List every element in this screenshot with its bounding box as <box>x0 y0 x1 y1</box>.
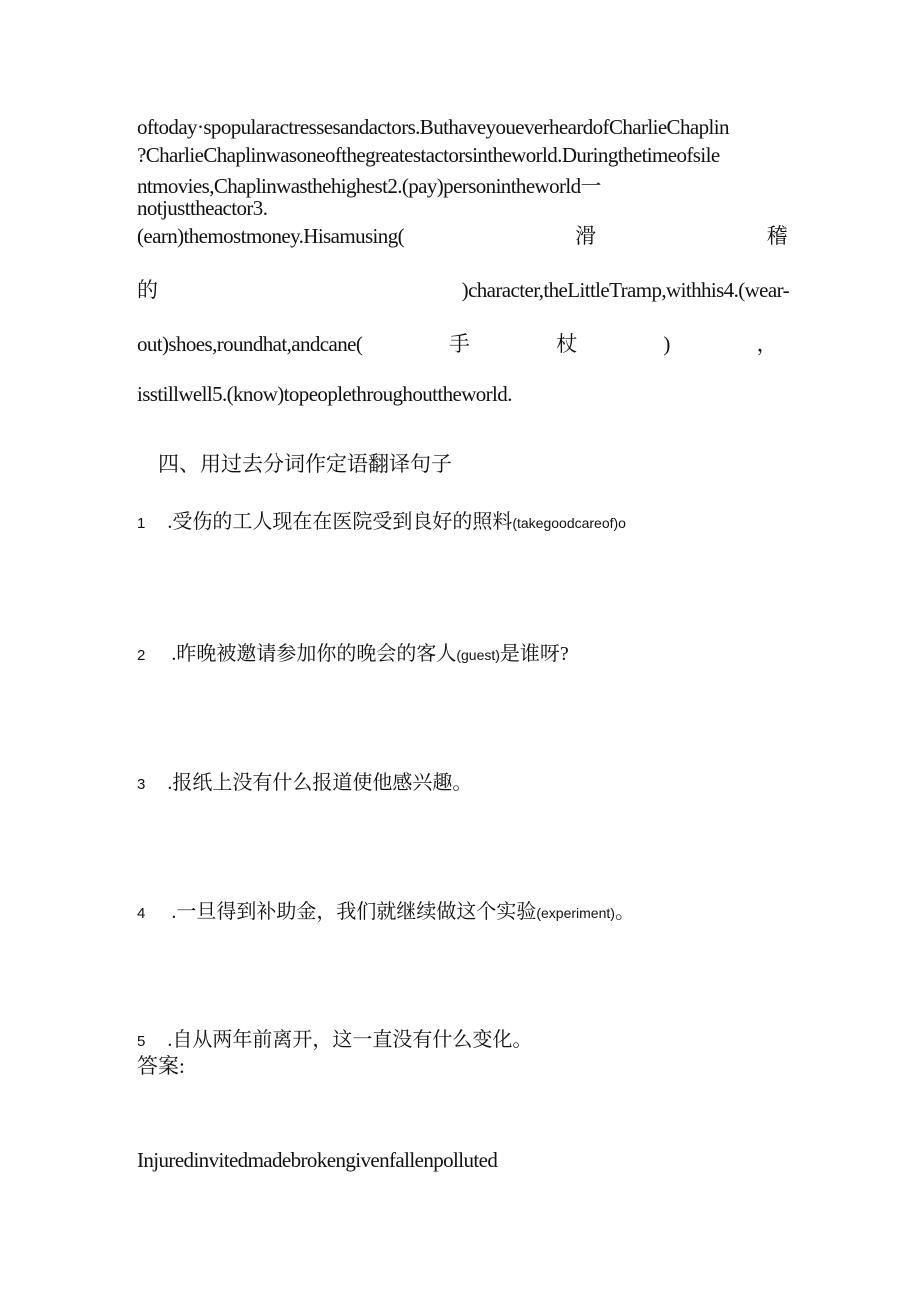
passage-line-6 <box>137 274 789 304</box>
answer-label: 答案: <box>137 1054 185 1078</box>
passage-line-1: oftoday·spopularactressesandactors.ButhaveyoueverheardofCharlieChaplin <box>137 115 729 139</box>
answer-line-1: Injuredinvitedmadebrokengivenfallenpolluted <box>137 1148 498 1172</box>
passage-line-5-char-1: 滑 <box>575 224 596 248</box>
passage-line-7 <box>137 328 777 358</box>
passage-line-7-char-2: 杖 <box>556 332 577 356</box>
question-text-end: 。 <box>614 901 635 923</box>
passage-line-6-text: )character,theLittleTramp,withhis4.(wear- <box>461 278 789 302</box>
section-heading: 四、用过去分词作定语翻译句子 <box>158 452 452 476</box>
question-number: 5 <box>137 1033 146 1050</box>
passage-line-5-char-2: 稽 <box>766 224 787 248</box>
passage-line-7-comma: ， <box>756 332 777 356</box>
passage-line-6-char: 的 <box>137 278 158 302</box>
passage-line-5-text: (earn)themostmoney.Hisamusing( <box>137 224 404 248</box>
question-number: 4 <box>137 905 146 922</box>
question-text: .自从两年前离开，这一直没有什么变化。 <box>167 1029 533 1051</box>
passage-line-2: ?CharlieChaplinwasoneofthegreatestactorsintheworld.Duringthetimeofsile <box>137 143 720 167</box>
question-number: 1 <box>137 515 146 532</box>
passage-line-7-paren: ) <box>663 332 670 356</box>
question-hint: (guest) <box>456 647 500 663</box>
question-text: .受伤的工人现在在医院受到良好的照料 <box>167 511 513 533</box>
passage-line-7-text: out)shoes,roundhat,andcane( <box>137 332 363 356</box>
passage-line-3: ntmovies,Chaplinwasthehighest2.(pay)personintheworld一 <box>137 174 601 198</box>
question-text: .昨晚被邀请参加你的晚会的客人 <box>171 643 457 665</box>
question-2 <box>137 637 569 666</box>
question-4 <box>137 895 635 924</box>
question-text: .报纸上没有什么报道使他感兴趣。 <box>167 772 473 794</box>
passage-line-7-char-1: 手 <box>449 332 470 356</box>
question-3 <box>137 766 472 795</box>
question-hint: (takegoodcareof)o <box>512 515 626 531</box>
question-hint: (experiment) <box>536 905 615 921</box>
question-1 <box>137 505 626 534</box>
question-5 <box>137 1023 532 1052</box>
passage-line-8: isstillwell5.(know)topeoplethroughouttheworld. <box>137 382 512 406</box>
passage-line-4: notjusttheactor3. <box>137 196 268 220</box>
question-text-end: 是谁呀? <box>499 643 569 665</box>
question-number: 2 <box>137 647 146 664</box>
question-text: .一旦得到补助金，我们就继续做这个实验 <box>171 901 537 923</box>
passage-line-5 <box>137 220 787 250</box>
question-number: 3 <box>137 776 146 793</box>
